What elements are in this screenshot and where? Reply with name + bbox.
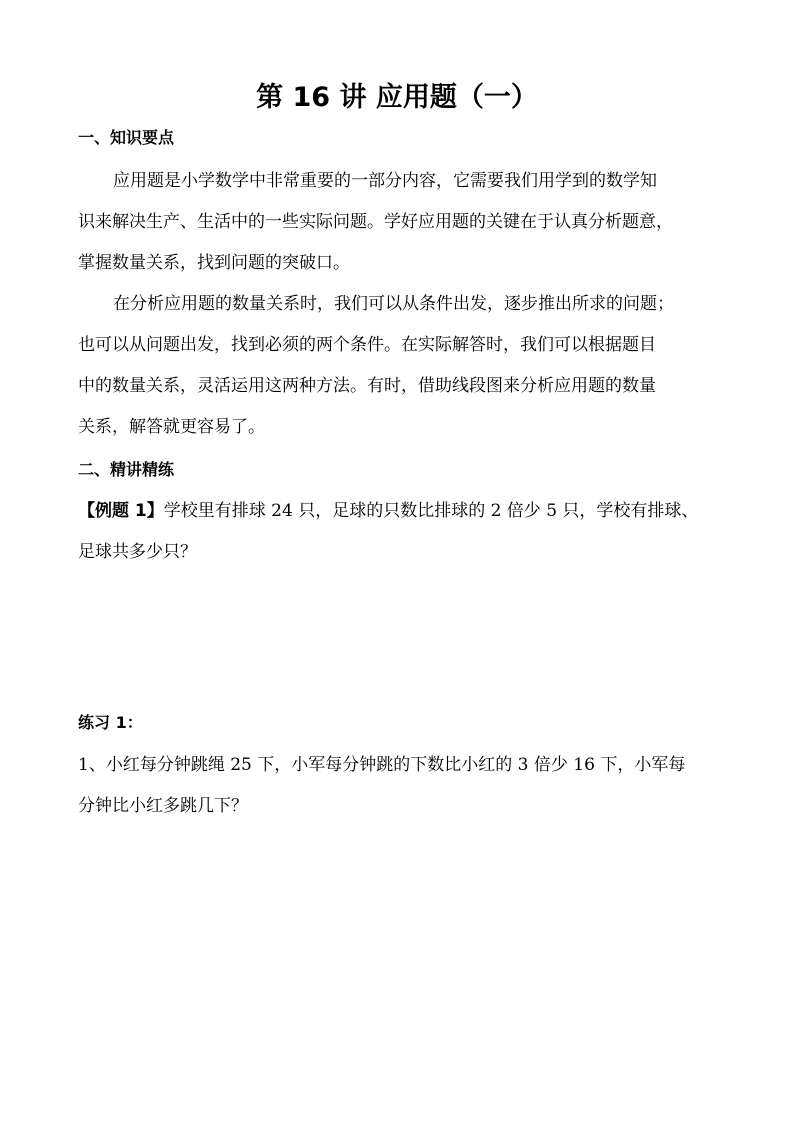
paragraph-line: 掌握数量关系，找到问题的突破口。 bbox=[78, 253, 350, 273]
practice-line: 1、小红每分钟跳绳 25 下，小军每分钟跳的下数比小红的 3 倍少 16 下，小军每 bbox=[78, 755, 686, 775]
paragraph-line: 中的数量关系，灵活运用这两种方法。有时，借助线段图来分析应用题的数量 bbox=[78, 376, 656, 396]
practice-line: 分钟比小红多跳几下？ bbox=[78, 796, 248, 816]
paragraph-line: 也可以从问题出发，找到必须的两个条件。在实际解答时，我们可以根据题目 bbox=[78, 335, 656, 355]
section-heading-knowledge-points: 一、知识要点 bbox=[78, 128, 175, 147]
section-heading-lecture-practice: 二、精讲精练 bbox=[78, 460, 175, 479]
paragraph-line: 应用题是小学数学中非常重要的一部分内容，它需要我们用学到的数学知 bbox=[113, 171, 657, 191]
paragraph-line: 在分析应用题的数量关系时，我们可以从条件出发，逐步推出所求的问题； bbox=[113, 294, 674, 314]
example-line: 足球共多少只？ bbox=[78, 542, 197, 562]
practice-heading: 练习 1： bbox=[78, 713, 143, 732]
example-line bbox=[78, 499, 698, 523]
example-label: 【例题 1】 bbox=[78, 501, 164, 521]
paragraph-line: 关系，解答就更容易了。 bbox=[78, 417, 265, 437]
example-text: 学校里有排球 24 只，足球的只数比排球的 2 倍少 5 只，学校有排球、 bbox=[163, 501, 699, 521]
paragraph-line: 识来解决生产、生活中的一些实际问题。学好应用题的关键在于认真分析题意， bbox=[78, 212, 673, 232]
page-title: 第 16 讲 应用题（一） bbox=[256, 82, 538, 113]
